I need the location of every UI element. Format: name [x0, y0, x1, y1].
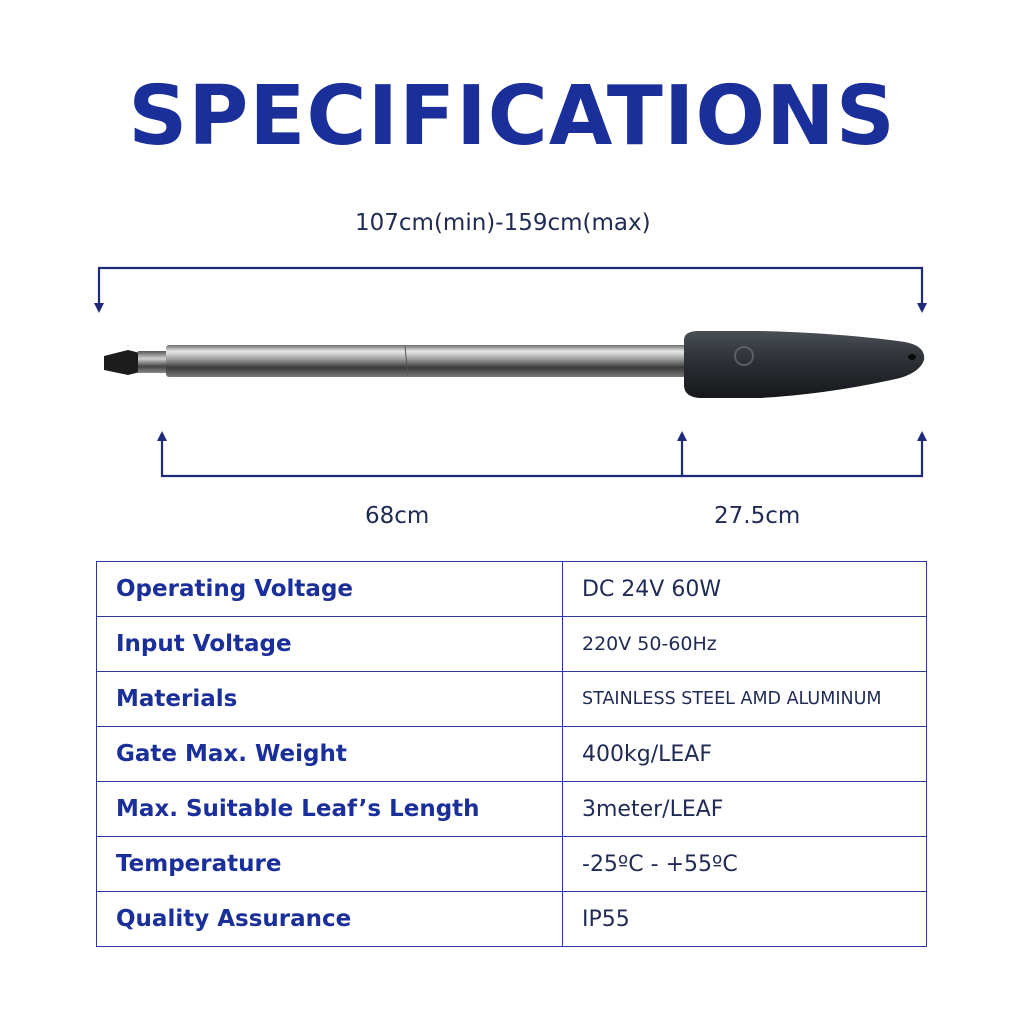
specifications-table: [96, 561, 927, 947]
arrow-up-left-icon: [157, 431, 167, 441]
table-row: [97, 782, 927, 837]
total-length-bracket: [99, 268, 922, 309]
table-row: [97, 727, 927, 782]
table-row: [97, 892, 927, 947]
motor-length-bracket: [682, 439, 922, 476]
table-row: [97, 617, 927, 672]
table-row: [97, 837, 927, 892]
spec-value: -25ºC - +55ºC: [563, 837, 927, 892]
spec-value: 3meter/LEAF: [563, 782, 927, 837]
arrow-up-mid-icon: [677, 431, 687, 441]
actuator-image: [104, 331, 924, 398]
spec-label: Materials: [97, 672, 563, 727]
actuator-inner-rod: [138, 351, 168, 373]
motor-housing: [684, 331, 924, 398]
arrow-up-right-icon: [917, 431, 927, 441]
spec-label: Operating Voltage: [97, 562, 563, 617]
table-row: [97, 672, 927, 727]
arrow-down-left-icon: [94, 303, 104, 313]
spec-label: Quality Assurance: [97, 892, 563, 947]
spec-label: Gate Max. Weight: [97, 727, 563, 782]
spec-value: 220V 50-60Hz: [563, 617, 927, 672]
rod-length-bracket: [162, 439, 682, 476]
arrow-down-right-icon: [917, 303, 927, 313]
actuator-tip: [104, 350, 140, 375]
table-row: [97, 562, 927, 617]
spec-value: 400kg/LEAF: [563, 727, 927, 782]
spec-value: IP55: [563, 892, 927, 947]
total-length-label: 107cm(min)-159cm(max): [355, 210, 651, 236]
spec-label: Input Voltage: [97, 617, 563, 672]
spec-value: STAINLESS STEEL AMD ALUMINUM: [563, 672, 927, 727]
spec-value: DC 24V 60W: [563, 562, 927, 617]
page-title: SPECIFICATIONS: [128, 69, 896, 164]
rod-length-label: 68cm: [365, 503, 430, 529]
motor-length-label: 27.5cm: [714, 503, 801, 529]
spec-label: Temperature: [97, 837, 563, 892]
actuator-tube: [166, 345, 688, 377]
spec-label: Max. Suitable Leaf’s Length: [97, 782, 563, 837]
